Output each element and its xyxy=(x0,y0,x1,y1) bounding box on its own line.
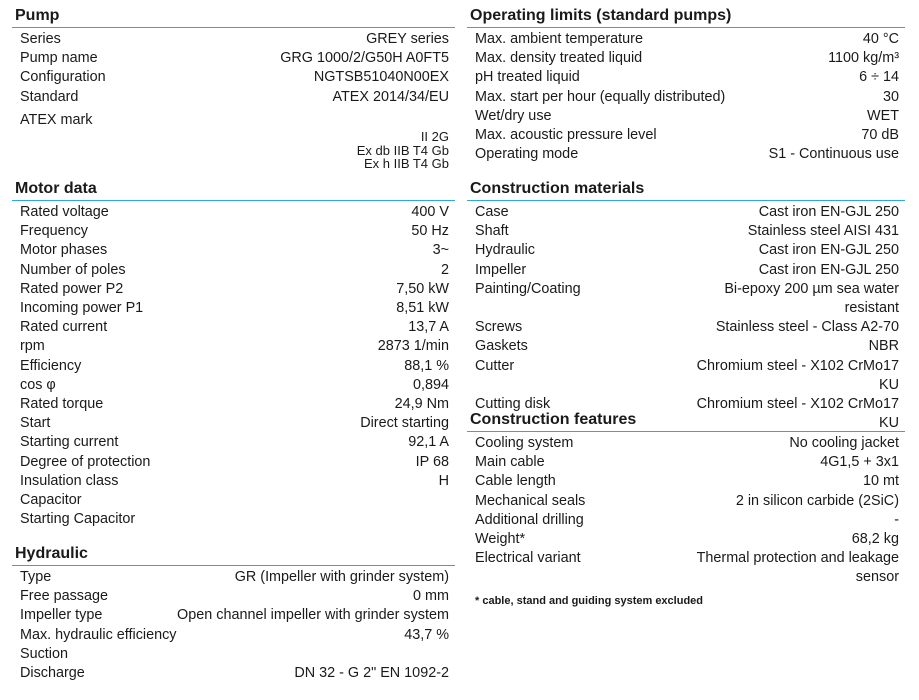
spec-row xyxy=(12,645,455,664)
spec-value: 10 mt xyxy=(863,473,899,490)
spec-value: 43,7 % xyxy=(404,626,449,643)
spec-row xyxy=(467,357,905,395)
construction-features-section xyxy=(467,410,905,608)
spec-label: Max. start per hour (equally distributed) xyxy=(475,88,726,105)
spec-value: H xyxy=(438,472,449,489)
spec-value: 13,7 A xyxy=(408,319,449,336)
spec-row xyxy=(467,145,905,164)
spec-value: DN 32 - G 2" EN 1092-2 xyxy=(294,665,449,682)
weight-footnote: * cable, stand and guiding system excluded xyxy=(475,594,704,607)
spec-value: Chromium steel - X102 CrMo17 KU xyxy=(696,396,899,432)
spec-label: Suction xyxy=(20,645,68,662)
spec-value: WET xyxy=(867,107,899,124)
spec-label: Discharge xyxy=(20,665,85,682)
spec-label: Rated current xyxy=(20,319,108,336)
section-title: Operating limits (standard pumps) xyxy=(470,7,732,24)
spec-label: Free passage xyxy=(20,588,108,605)
spec-value: Chromium steel - X102 CrMo17 KU xyxy=(696,357,899,393)
spec-row xyxy=(12,491,455,510)
spec-value: 40 °C xyxy=(862,31,899,47)
spec-row xyxy=(467,337,905,356)
section-divider xyxy=(12,27,455,28)
spec-value: NGTSB51040N00EX xyxy=(313,69,449,86)
spec-row xyxy=(467,434,905,453)
spec-label: Start xyxy=(20,415,51,432)
spec-label: ATEX mark xyxy=(20,111,93,128)
spec-value: 68,2 kg xyxy=(851,531,899,548)
spec-label: Impeller type xyxy=(20,607,103,624)
spec-row xyxy=(467,49,905,68)
section-title: Motor data xyxy=(15,180,97,197)
spec-value: 2 xyxy=(440,261,449,278)
spec-label: Cooling system xyxy=(475,435,574,451)
spec-value: 6 ÷ 14 xyxy=(859,69,899,86)
motor-data-section xyxy=(12,179,455,529)
spec-value: 2 in silicon carbide (2SiC) xyxy=(735,492,899,509)
spec-row xyxy=(12,606,455,625)
spec-value: 1100 kg/m³ xyxy=(828,50,899,67)
spec-row xyxy=(467,241,905,260)
spec-value: NBR xyxy=(868,338,899,355)
spec-value: GR (Impeller with grinder system) xyxy=(234,569,449,585)
spec-label: Rated power P2 xyxy=(20,280,124,297)
spec-label: Operating mode xyxy=(475,146,579,163)
spec-row xyxy=(12,453,455,472)
spec-row xyxy=(12,261,455,280)
spec-value: Open channel impeller with grinder system xyxy=(177,607,449,624)
spec-value: 30 xyxy=(882,88,899,105)
spec-label: Wet/dry use xyxy=(475,107,552,124)
spec-row xyxy=(12,299,455,318)
spec-label: Painting/Coating xyxy=(475,280,581,297)
spec-label: Max. hydraulic efficiency xyxy=(20,626,177,643)
spec-label: Degree of protection xyxy=(20,453,151,470)
spec-row xyxy=(12,68,455,87)
spec-row xyxy=(467,280,905,318)
atex-line: Ex h IIB T4 Gb xyxy=(363,156,449,172)
spec-value: 3~ xyxy=(432,242,449,259)
spec-row xyxy=(467,88,905,107)
spec-row xyxy=(12,568,455,587)
section-title: Construction features xyxy=(470,411,637,428)
spec-label: Shaft xyxy=(475,223,509,240)
spec-label: Main cable xyxy=(475,454,545,471)
spec-label: Efficiency xyxy=(20,357,82,374)
spec-row xyxy=(467,126,905,145)
spec-label: Configuration xyxy=(20,69,106,86)
spec-value: Bi-epoxy 200 µm sea water resistant xyxy=(724,280,899,317)
spec-row xyxy=(12,30,455,49)
section-title: Hydraulic xyxy=(15,545,88,562)
spec-value: S1 - Continuous use xyxy=(768,146,899,163)
spec-label: Rated voltage xyxy=(20,204,109,220)
spec-value: Stainless steel AISI 431 xyxy=(747,223,899,240)
spec-row xyxy=(467,68,905,87)
spec-label: Screws xyxy=(475,319,523,336)
section-title: Construction materials xyxy=(470,180,645,197)
spec-value: No cooling jacket xyxy=(789,435,899,451)
spec-label: pH treated liquid xyxy=(475,69,580,86)
spec-value: GREY series xyxy=(366,31,449,47)
spec-row xyxy=(467,492,905,511)
spec-label: Mechanical seals xyxy=(475,492,586,509)
spec-value: IP 68 xyxy=(415,453,449,470)
spec-row xyxy=(12,280,455,299)
atex-line: II 2G xyxy=(420,129,449,145)
features-rows xyxy=(467,434,905,588)
spec-label: Number of poles xyxy=(20,261,126,278)
spec-label: Max. density treated liquid xyxy=(475,50,643,67)
spec-label: rpm xyxy=(20,338,45,355)
pump-section xyxy=(12,6,455,171)
spec-row xyxy=(467,30,905,49)
limits-rows xyxy=(467,30,905,164)
spec-label: Frequency xyxy=(20,223,88,240)
spec-label: Pump name xyxy=(20,50,98,67)
spec-value: 4G1,5 + 3x1 xyxy=(820,454,899,471)
atex-mark-lines xyxy=(12,130,455,171)
spec-row xyxy=(467,530,905,549)
spec-value: Cast iron EN-GJL 250 xyxy=(758,204,899,220)
spec-row xyxy=(467,511,905,530)
hydraulic-section xyxy=(12,544,455,683)
spec-label: Hydraulic xyxy=(475,242,535,259)
spec-row xyxy=(12,203,455,222)
spec-label: Capacitor xyxy=(20,492,82,509)
operating-limits-section xyxy=(467,6,905,164)
spec-value: Stainless steel - Class A2-70 xyxy=(715,319,899,336)
spec-row xyxy=(467,318,905,337)
spec-row xyxy=(467,203,905,222)
spec-label: Additional drilling xyxy=(475,511,584,528)
spec-row xyxy=(12,376,455,395)
section-divider xyxy=(12,200,455,201)
spec-value: 24,9 Nm xyxy=(394,396,449,413)
spec-row xyxy=(12,49,455,68)
materials-rows xyxy=(467,203,905,433)
spec-value: Direct starting xyxy=(360,415,449,432)
spec-row xyxy=(12,111,455,130)
spec-row xyxy=(467,472,905,491)
motor-rows xyxy=(12,203,455,529)
atex-line: Ex db IIB T4 Gb xyxy=(356,142,449,158)
spec-value: - xyxy=(894,511,899,528)
spec-label: Max. acoustic pressure level xyxy=(475,127,657,144)
spec-label: cos φ xyxy=(20,376,56,393)
spec-label: Series xyxy=(20,31,61,47)
spec-label: Case xyxy=(475,204,509,220)
spec-label: Weight* xyxy=(475,531,526,548)
spec-row xyxy=(467,261,905,280)
spec-value: 2873 1/min xyxy=(377,338,449,355)
spec-label: Standard xyxy=(20,88,79,105)
spec-label: Motor phases xyxy=(20,242,108,259)
spec-value: 7,50 kW xyxy=(396,280,449,297)
section-divider xyxy=(467,431,905,432)
spec-row xyxy=(12,395,455,414)
spec-label: Max. ambient temperature xyxy=(475,31,643,47)
spec-row xyxy=(467,107,905,126)
spec-row xyxy=(12,587,455,606)
spec-label: Gaskets xyxy=(475,338,528,355)
spec-value: 70 dB xyxy=(861,127,899,144)
spec-row xyxy=(467,453,905,472)
spec-value: Cast iron EN-GJL 250 xyxy=(758,261,899,278)
section-divider xyxy=(12,565,455,566)
hydraulic-rows xyxy=(12,568,455,683)
spec-value: GRG 1000/2/G50H A0FT5 xyxy=(280,50,449,67)
spec-value: 8,51 kW xyxy=(396,300,449,317)
spec-label: Type xyxy=(20,569,52,585)
spec-label: Cable length xyxy=(475,473,556,490)
spec-label: Electrical variant xyxy=(475,550,581,567)
spec-row xyxy=(12,241,455,260)
spec-value: ATEX 2014/34/EU xyxy=(332,88,449,105)
spec-row xyxy=(12,318,455,337)
spec-value: Thermal protection and leakage sensor xyxy=(696,550,899,586)
section-divider xyxy=(467,27,905,28)
spec-row xyxy=(12,433,455,452)
spec-value: 0,894 xyxy=(412,376,449,393)
spec-value: Cast iron EN-GJL 250 xyxy=(758,242,899,259)
spec-value: 50 Hz xyxy=(411,223,449,240)
spec-row xyxy=(12,472,455,491)
spec-label: Starting Capacitor xyxy=(20,511,136,528)
spec-row xyxy=(12,337,455,356)
spec-label: Starting current xyxy=(20,434,119,451)
spec-value: 88,1 % xyxy=(404,357,449,374)
spec-value: 0 mm xyxy=(413,588,449,605)
spec-row xyxy=(12,414,455,433)
spec-label: Incoming power P1 xyxy=(20,300,144,317)
spec-row xyxy=(12,510,455,529)
spec-row xyxy=(12,664,455,683)
spec-value: 92,1 A xyxy=(408,434,449,451)
section-title: Pump xyxy=(15,7,60,24)
construction-materials-section xyxy=(467,179,905,433)
spec-row xyxy=(12,222,455,241)
spec-label: Cutter xyxy=(475,357,515,374)
spec-row xyxy=(12,357,455,376)
spec-row xyxy=(12,88,455,107)
spec-label: Insulation class xyxy=(20,472,119,489)
section-divider xyxy=(467,200,905,201)
spec-row xyxy=(12,626,455,645)
spec-label: Rated torque xyxy=(20,396,104,413)
spec-label: Cutting disk xyxy=(475,396,551,413)
spec-row xyxy=(467,549,905,587)
spec-label: Impeller xyxy=(475,261,527,278)
spec-row xyxy=(467,222,905,241)
spec-value: 400 V xyxy=(411,204,449,220)
